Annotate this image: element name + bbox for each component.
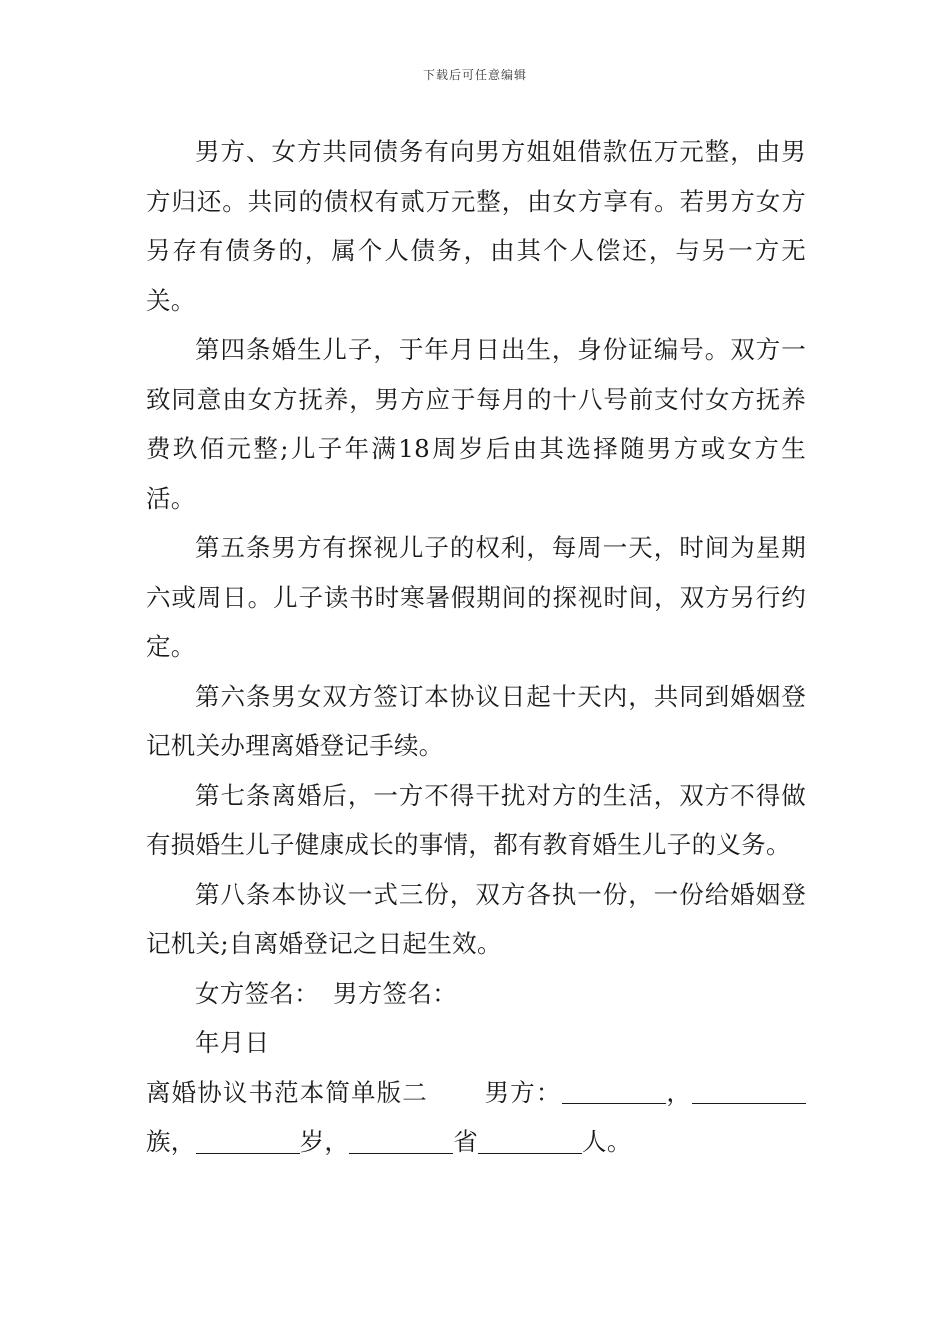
age-label: 岁， [299,1127,350,1156]
document-body [146,127,806,1167]
signature-line [146,969,806,1019]
second-form-title: 离婚协议书范本简单版二 [146,1077,428,1107]
paragraph-article-6: 第六条男女双方签订本协议日起十天内，共同到婚姻登记机关办理离婚登记手续。 [146,681,806,760]
paragraph-article-7: 第七条离婚后，一方不得干扰对方的生活，双方不得做有损婚生儿子健康成长的事情，都有教育婚生儿子的义务。 [146,780,806,859]
ethnicity-blank-continued [792,1079,806,1105]
paragraph-article-4: 第四条婚生儿子，于年月日出生，身份证编号。双方一致同意由女方抚养，男方应于每月的十八号前支付女方抚养费玖佰元整;儿子年满18周岁后由其选择随男方或女方生活。 [146,335,806,513]
province-blank [349,1128,453,1154]
comma-text: ， [665,1077,692,1107]
page-header: 下载后可任意编辑 [422,68,527,82]
province-label: 省 [453,1127,479,1156]
ethnicity-label: 族， [146,1127,196,1156]
paragraph-article-5: 第五条男方有探视儿子的权利，每周一天，时间为星期六或周日。儿子读书时寒暑假期间的探视时间，双方另行约定。 [146,533,806,661]
person-label: 人。 [582,1127,632,1156]
paragraph-article-8: 第八条本协议一式三份，双方各执一份，一份给婚姻登记机关;自离婚登记之日起生效。 [146,879,806,958]
ethnicity-blank [692,1079,792,1105]
hometown-blank [478,1128,582,1154]
female-signature-label: 女方签名： [195,978,319,1008]
male-label: 男方： [483,1077,562,1107]
male-signature-label: 男方签名： [333,978,457,1008]
paragraph-debts: 男方、女方共同债务有向男方姐姐借款伍万元整，由男方归还。共同的债权有贰万元整，由女方享有。若男方女方另存有债务的，属个人债务，由其个人偿还，与另一方无关。 [146,137,806,315]
second-form-block [146,1068,806,1167]
name-blank [562,1079,666,1105]
age-blank [196,1128,300,1154]
date-line: 年月日 [195,1028,270,1057]
